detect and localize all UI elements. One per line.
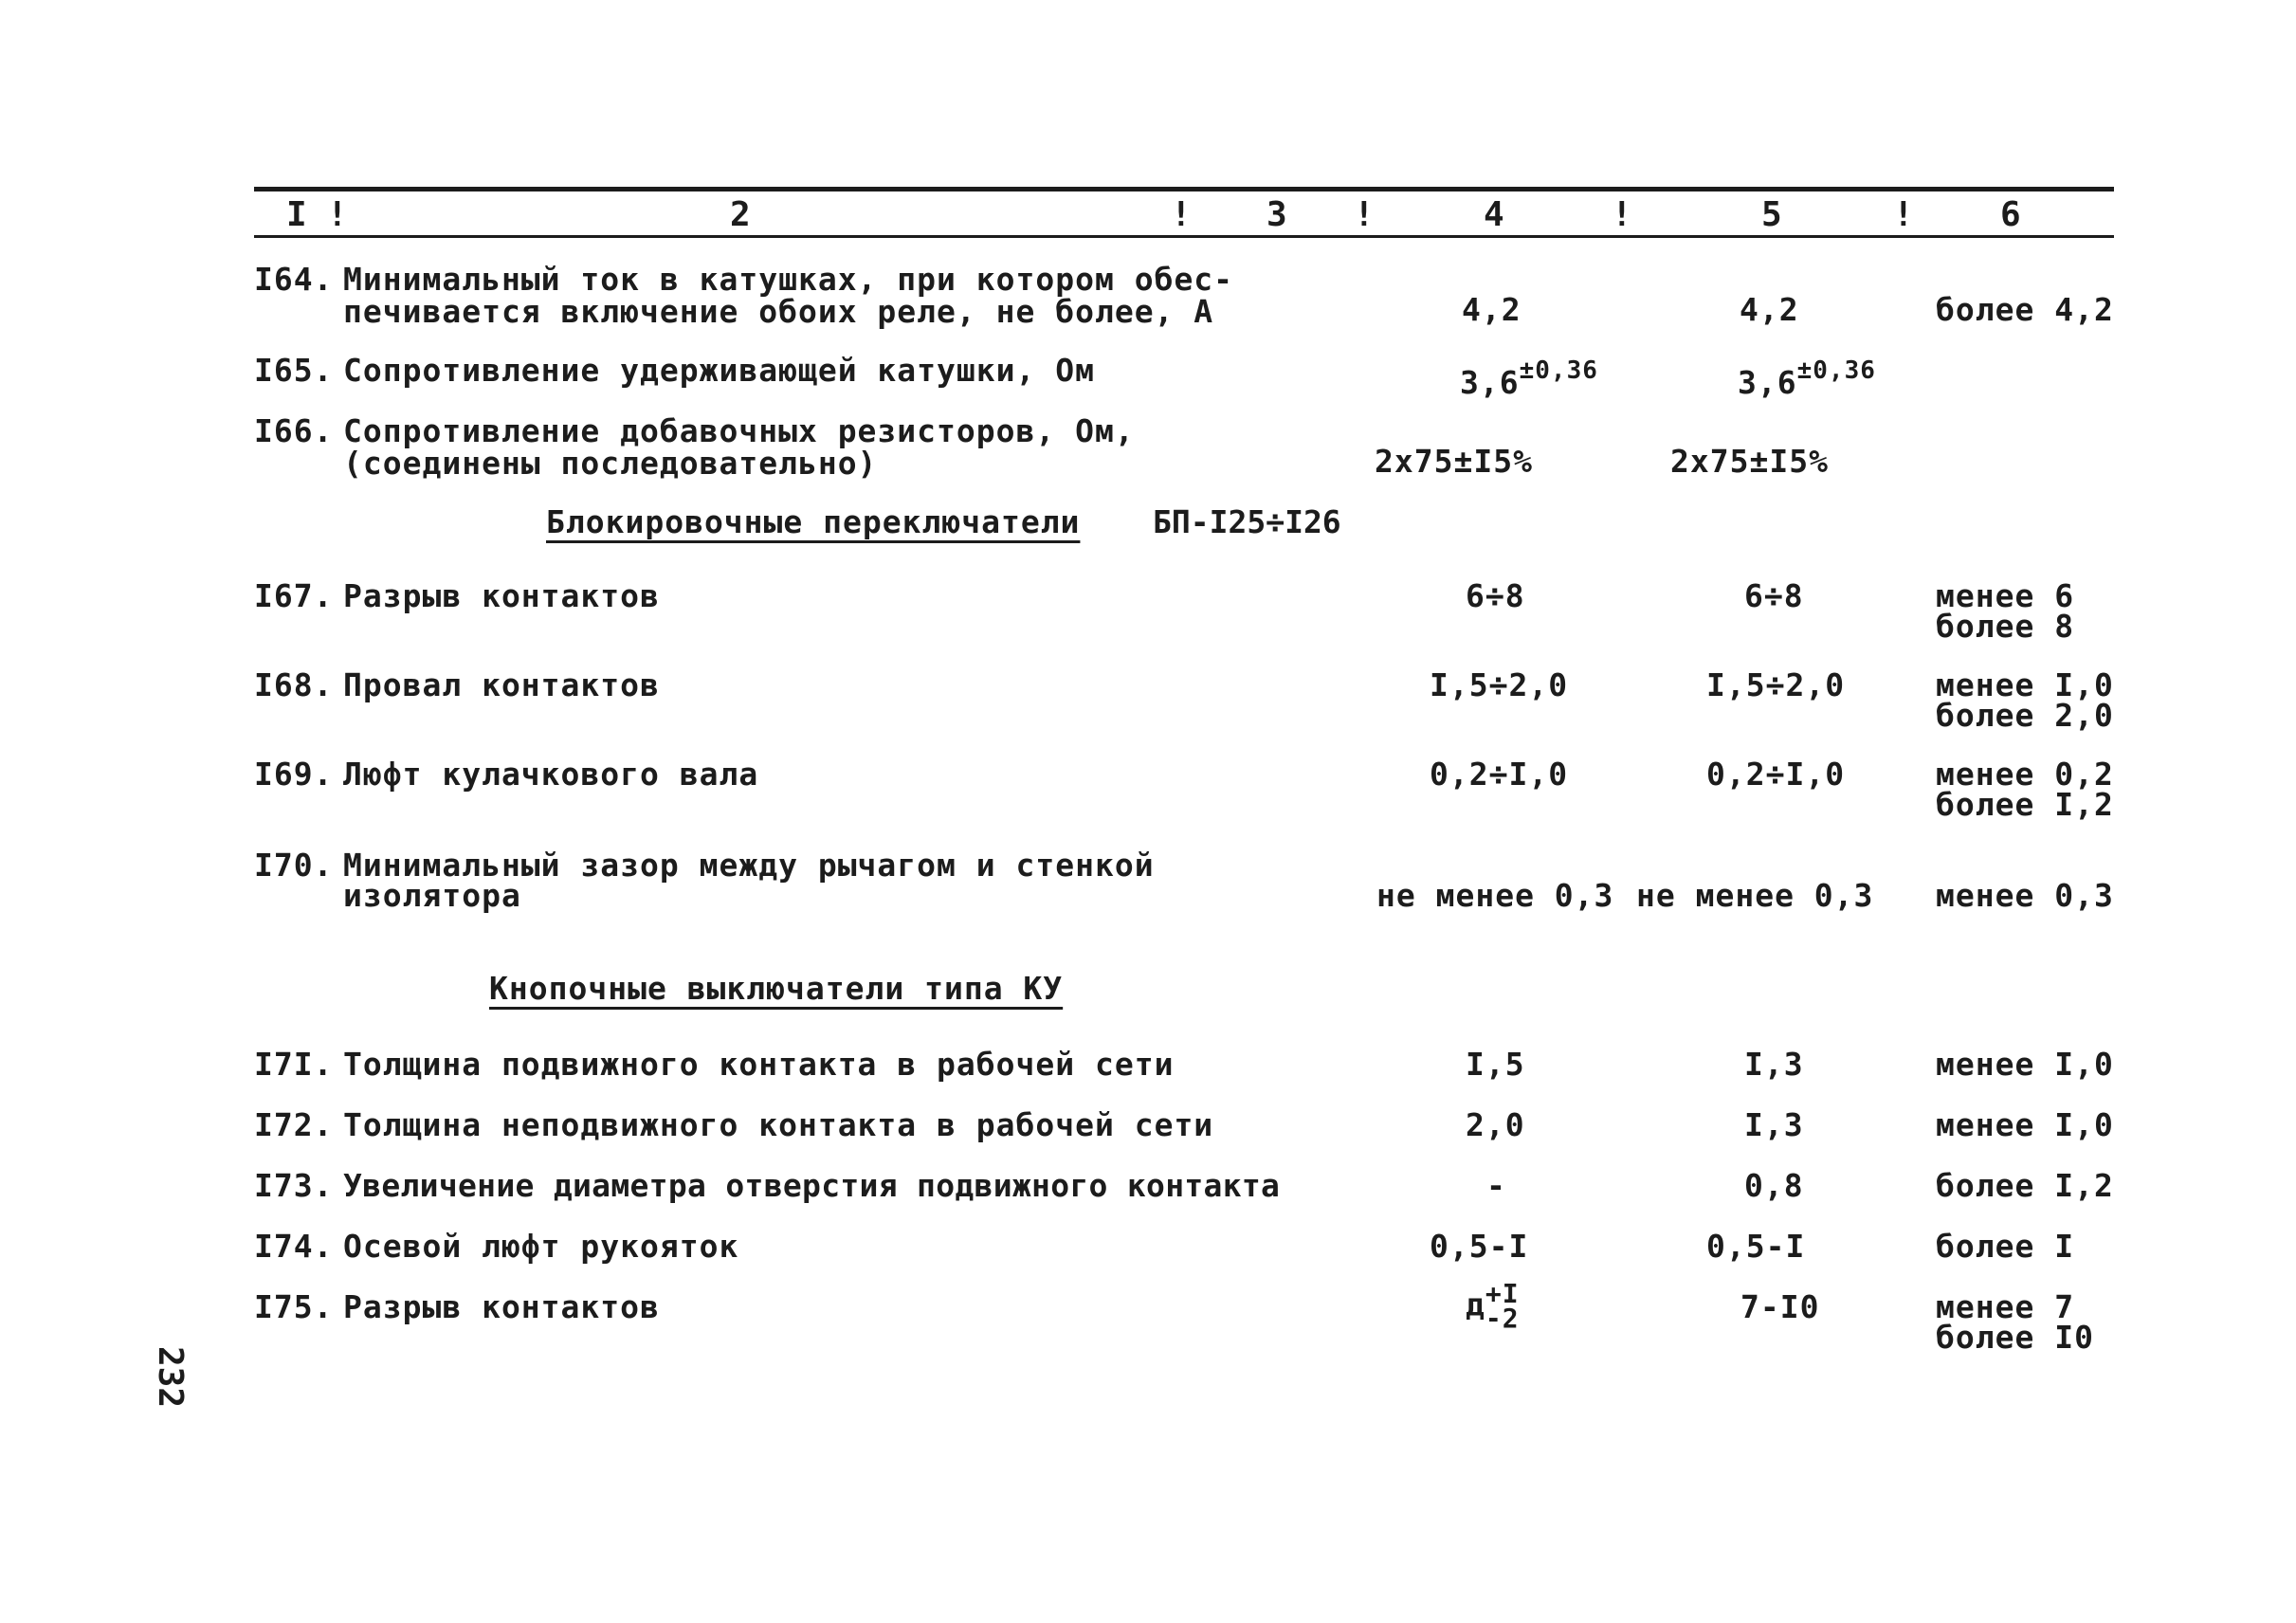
row-description-cont: (соединены последовательно) xyxy=(343,445,878,482)
col-6-value-2: более 2,0 xyxy=(1936,697,2114,734)
col-separator: ! xyxy=(327,195,348,234)
row-number: I69. xyxy=(254,756,334,793)
row-description: Увеличение диаметра отверстия подвижного контакта xyxy=(343,1167,1281,1204)
col-6-value: менее 6 xyxy=(1936,577,2075,614)
row-description-cont: изолятора xyxy=(343,877,521,914)
col-6-value: более I xyxy=(1936,1228,2075,1265)
col-3-header: 3 xyxy=(1266,195,1287,234)
col-4-value: не менее 0,3 xyxy=(1376,877,1614,914)
section-title: Блокировочные переключатели xyxy=(546,503,1081,540)
col-separator: ! xyxy=(1612,195,1632,234)
col-5-header: 5 xyxy=(1761,195,1782,234)
col-1-header: I xyxy=(286,195,307,234)
col-4-value: 0,2÷I,0 xyxy=(1430,756,1569,793)
row-description: Разрыв контактов xyxy=(343,577,660,614)
row-description: Минимальный ток в катушках, при котором обес- xyxy=(343,261,1234,298)
col-6-value-2: более I0 xyxy=(1936,1319,2094,1356)
row-number: I72. xyxy=(254,1106,334,1143)
table-header-rule xyxy=(254,235,2114,238)
col-4-value: 6÷8 xyxy=(1466,577,1525,614)
row-description: Минимальный зазор между рычагом и стенкой xyxy=(343,847,1155,884)
col-6-value-2: более I,2 xyxy=(1936,786,2114,823)
row-description: Толщина неподвижного контакта в рабочей сети xyxy=(343,1106,1214,1143)
row-description: Сопротивление удерживающей катушки, Ом xyxy=(343,352,1095,389)
col-5-value: 0,5-I xyxy=(1706,1228,1806,1265)
col-6-value: менее 0,2 xyxy=(1936,756,2114,793)
value-base: д xyxy=(1466,1286,1485,1323)
value-tolerance xyxy=(1485,1278,1520,1334)
col-6-value: менее I,0 xyxy=(1936,666,2114,703)
table-top-rule xyxy=(254,187,2114,191)
col-5-value: не менее 0,3 xyxy=(1636,877,1874,914)
row-description: Люфт кулачкового вала xyxy=(343,756,759,793)
col-5-value: 7-I0 xyxy=(1740,1288,1820,1325)
col-5-value: 2x75±I5% xyxy=(1670,443,1829,480)
col-separator: ! xyxy=(1171,195,1192,234)
col-5-value: 6÷8 xyxy=(1744,577,1804,614)
row-description: Толщина подвижного контакта в рабочей сети xyxy=(343,1046,1175,1083)
col-4-value: 2,0 xyxy=(1466,1106,1525,1143)
col-4-value: I,5÷2,0 xyxy=(1430,666,1569,703)
section-title: Кнопочные выключатели типа КУ xyxy=(489,970,1064,1007)
col-4-value xyxy=(1460,355,1598,399)
col-4-value: I,5 xyxy=(1466,1046,1525,1083)
row-number: I75. xyxy=(254,1288,334,1325)
row-number: I7I. xyxy=(254,1046,334,1083)
col-6-value: менее 7 xyxy=(1936,1288,2075,1325)
row-description: Разрыв контактов xyxy=(343,1288,660,1325)
row-number: I66. xyxy=(254,412,334,449)
col-2-header: 2 xyxy=(730,195,751,234)
row-number: I64. xyxy=(254,261,334,298)
col-5-value: I,5÷2,0 xyxy=(1706,666,1846,703)
value-tolerance: ±0,36 xyxy=(1796,356,1876,385)
col-5-value: I,3 xyxy=(1744,1046,1804,1083)
col-separator: ! xyxy=(1354,195,1375,234)
col-4-header: 4 xyxy=(1484,195,1504,234)
row-description: Провал контактов xyxy=(343,666,660,703)
col-4-value: 0,5-I xyxy=(1430,1228,1529,1265)
col-6-value: более 4,2 xyxy=(1936,291,2114,328)
row-number: I70. xyxy=(254,847,334,884)
section-type: БП-I25÷I26 xyxy=(1153,503,1341,540)
page-number: 232 xyxy=(151,1346,190,1409)
row-number: I68. xyxy=(254,666,334,703)
row-number: I73. xyxy=(254,1167,334,1204)
row-number: I65. xyxy=(254,352,334,389)
col-6-value-2: более 8 xyxy=(1936,608,2075,645)
tolerance-upper: +I xyxy=(1485,1278,1520,1309)
row-number: I67. xyxy=(254,577,334,614)
col-4-value xyxy=(1466,1278,1520,1334)
col-separator: ! xyxy=(1893,195,1914,234)
col-6-value: менее I,0 xyxy=(1936,1106,2114,1143)
tolerance-lower: -2 xyxy=(1485,1303,1520,1334)
col-4-value: 2x75±I5% xyxy=(1375,443,1533,480)
row-description-cont: печивается включение обоих реле, не более, А xyxy=(343,293,1214,330)
col-5-value: 0,8 xyxy=(1744,1167,1804,1204)
col-5-value xyxy=(1738,355,1876,399)
col-6-value: более I,2 xyxy=(1936,1167,2114,1204)
col-5-value: 4,2 xyxy=(1740,291,1799,328)
row-number: I74. xyxy=(254,1228,334,1265)
value-base: 3,6 xyxy=(1460,364,1520,401)
col-4-value: 4,2 xyxy=(1462,291,1522,328)
value-tolerance: ±0,36 xyxy=(1519,356,1598,385)
col-5-value: 0,2÷I,0 xyxy=(1706,756,1846,793)
col-6-header: 6 xyxy=(2000,195,2021,234)
row-description: Сопротивление добавочных резисторов, Ом, xyxy=(343,412,1135,449)
value-base: 3,6 xyxy=(1738,364,1797,401)
col-4-value: - xyxy=(1486,1167,1506,1204)
row-description: Осевой люфт рукояток xyxy=(343,1228,739,1265)
col-5-value: I,3 xyxy=(1744,1106,1804,1143)
col-6-value: менее 0,3 xyxy=(1936,877,2114,914)
col-6-value: менее I,0 xyxy=(1936,1046,2114,1083)
